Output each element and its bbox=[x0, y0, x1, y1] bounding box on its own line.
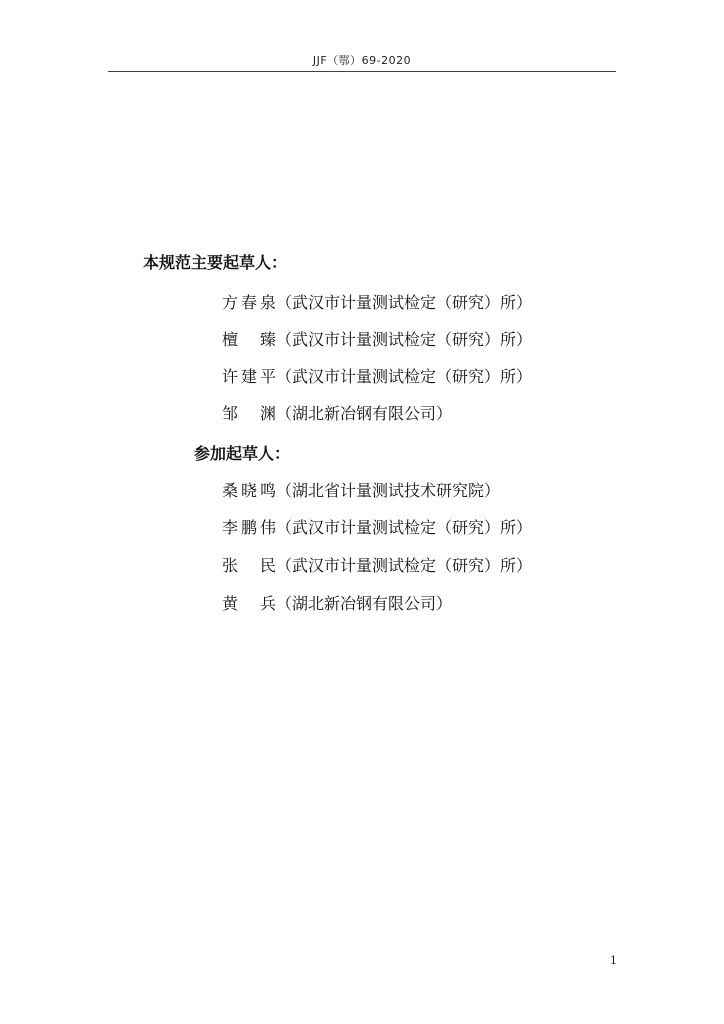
header-divider bbox=[108, 71, 616, 72]
drafter-organization: （湖北新冶钢有限公司） bbox=[276, 404, 453, 423]
drafter-entry bbox=[222, 515, 532, 538]
drafter-entry bbox=[222, 290, 532, 313]
drafter-entry bbox=[222, 364, 532, 387]
drafter-organization: （武汉市计量测试检定（研究）所） bbox=[276, 556, 533, 575]
drafter-name: 邹 渊 bbox=[222, 404, 276, 423]
drafter-entry bbox=[222, 401, 452, 424]
drafter-name: 许建平 bbox=[222, 367, 276, 386]
drafter-entry bbox=[222, 327, 532, 350]
drafter-organization: （武汉市计量测试检定（研究）所） bbox=[276, 330, 533, 349]
drafter-name: 黄 兵 bbox=[222, 594, 276, 613]
drafter-entry bbox=[222, 553, 532, 576]
main-drafters-title: 本规范主要起草人： bbox=[143, 253, 288, 272]
drafter-name: 檀 臻 bbox=[222, 330, 276, 349]
drafter-organization: （武汉市计量测试检定（研究）所） bbox=[276, 518, 533, 537]
participating-drafters-title: 参加起草人： bbox=[194, 444, 291, 463]
drafter-organization: （武汉市计量测试检定（研究）所） bbox=[276, 293, 533, 312]
drafter-name: 桑晓鸣 bbox=[222, 481, 276, 500]
page-header: JJF（鄂）69-2020 bbox=[312, 54, 412, 67]
drafter-entry bbox=[222, 591, 452, 614]
drafter-name: 李鹏伟 bbox=[222, 518, 276, 537]
drafter-name: 张 民 bbox=[222, 556, 276, 575]
drafter-organization: （武汉市计量测试检定（研究）所） bbox=[276, 367, 533, 386]
drafter-organization: （湖北新冶钢有限公司） bbox=[276, 594, 453, 613]
drafter-entry bbox=[222, 478, 500, 501]
drafter-organization: （湖北省计量测试技术研究院） bbox=[276, 481, 501, 500]
drafter-name: 方春泉 bbox=[222, 293, 276, 312]
page-number: 1 bbox=[610, 954, 617, 967]
